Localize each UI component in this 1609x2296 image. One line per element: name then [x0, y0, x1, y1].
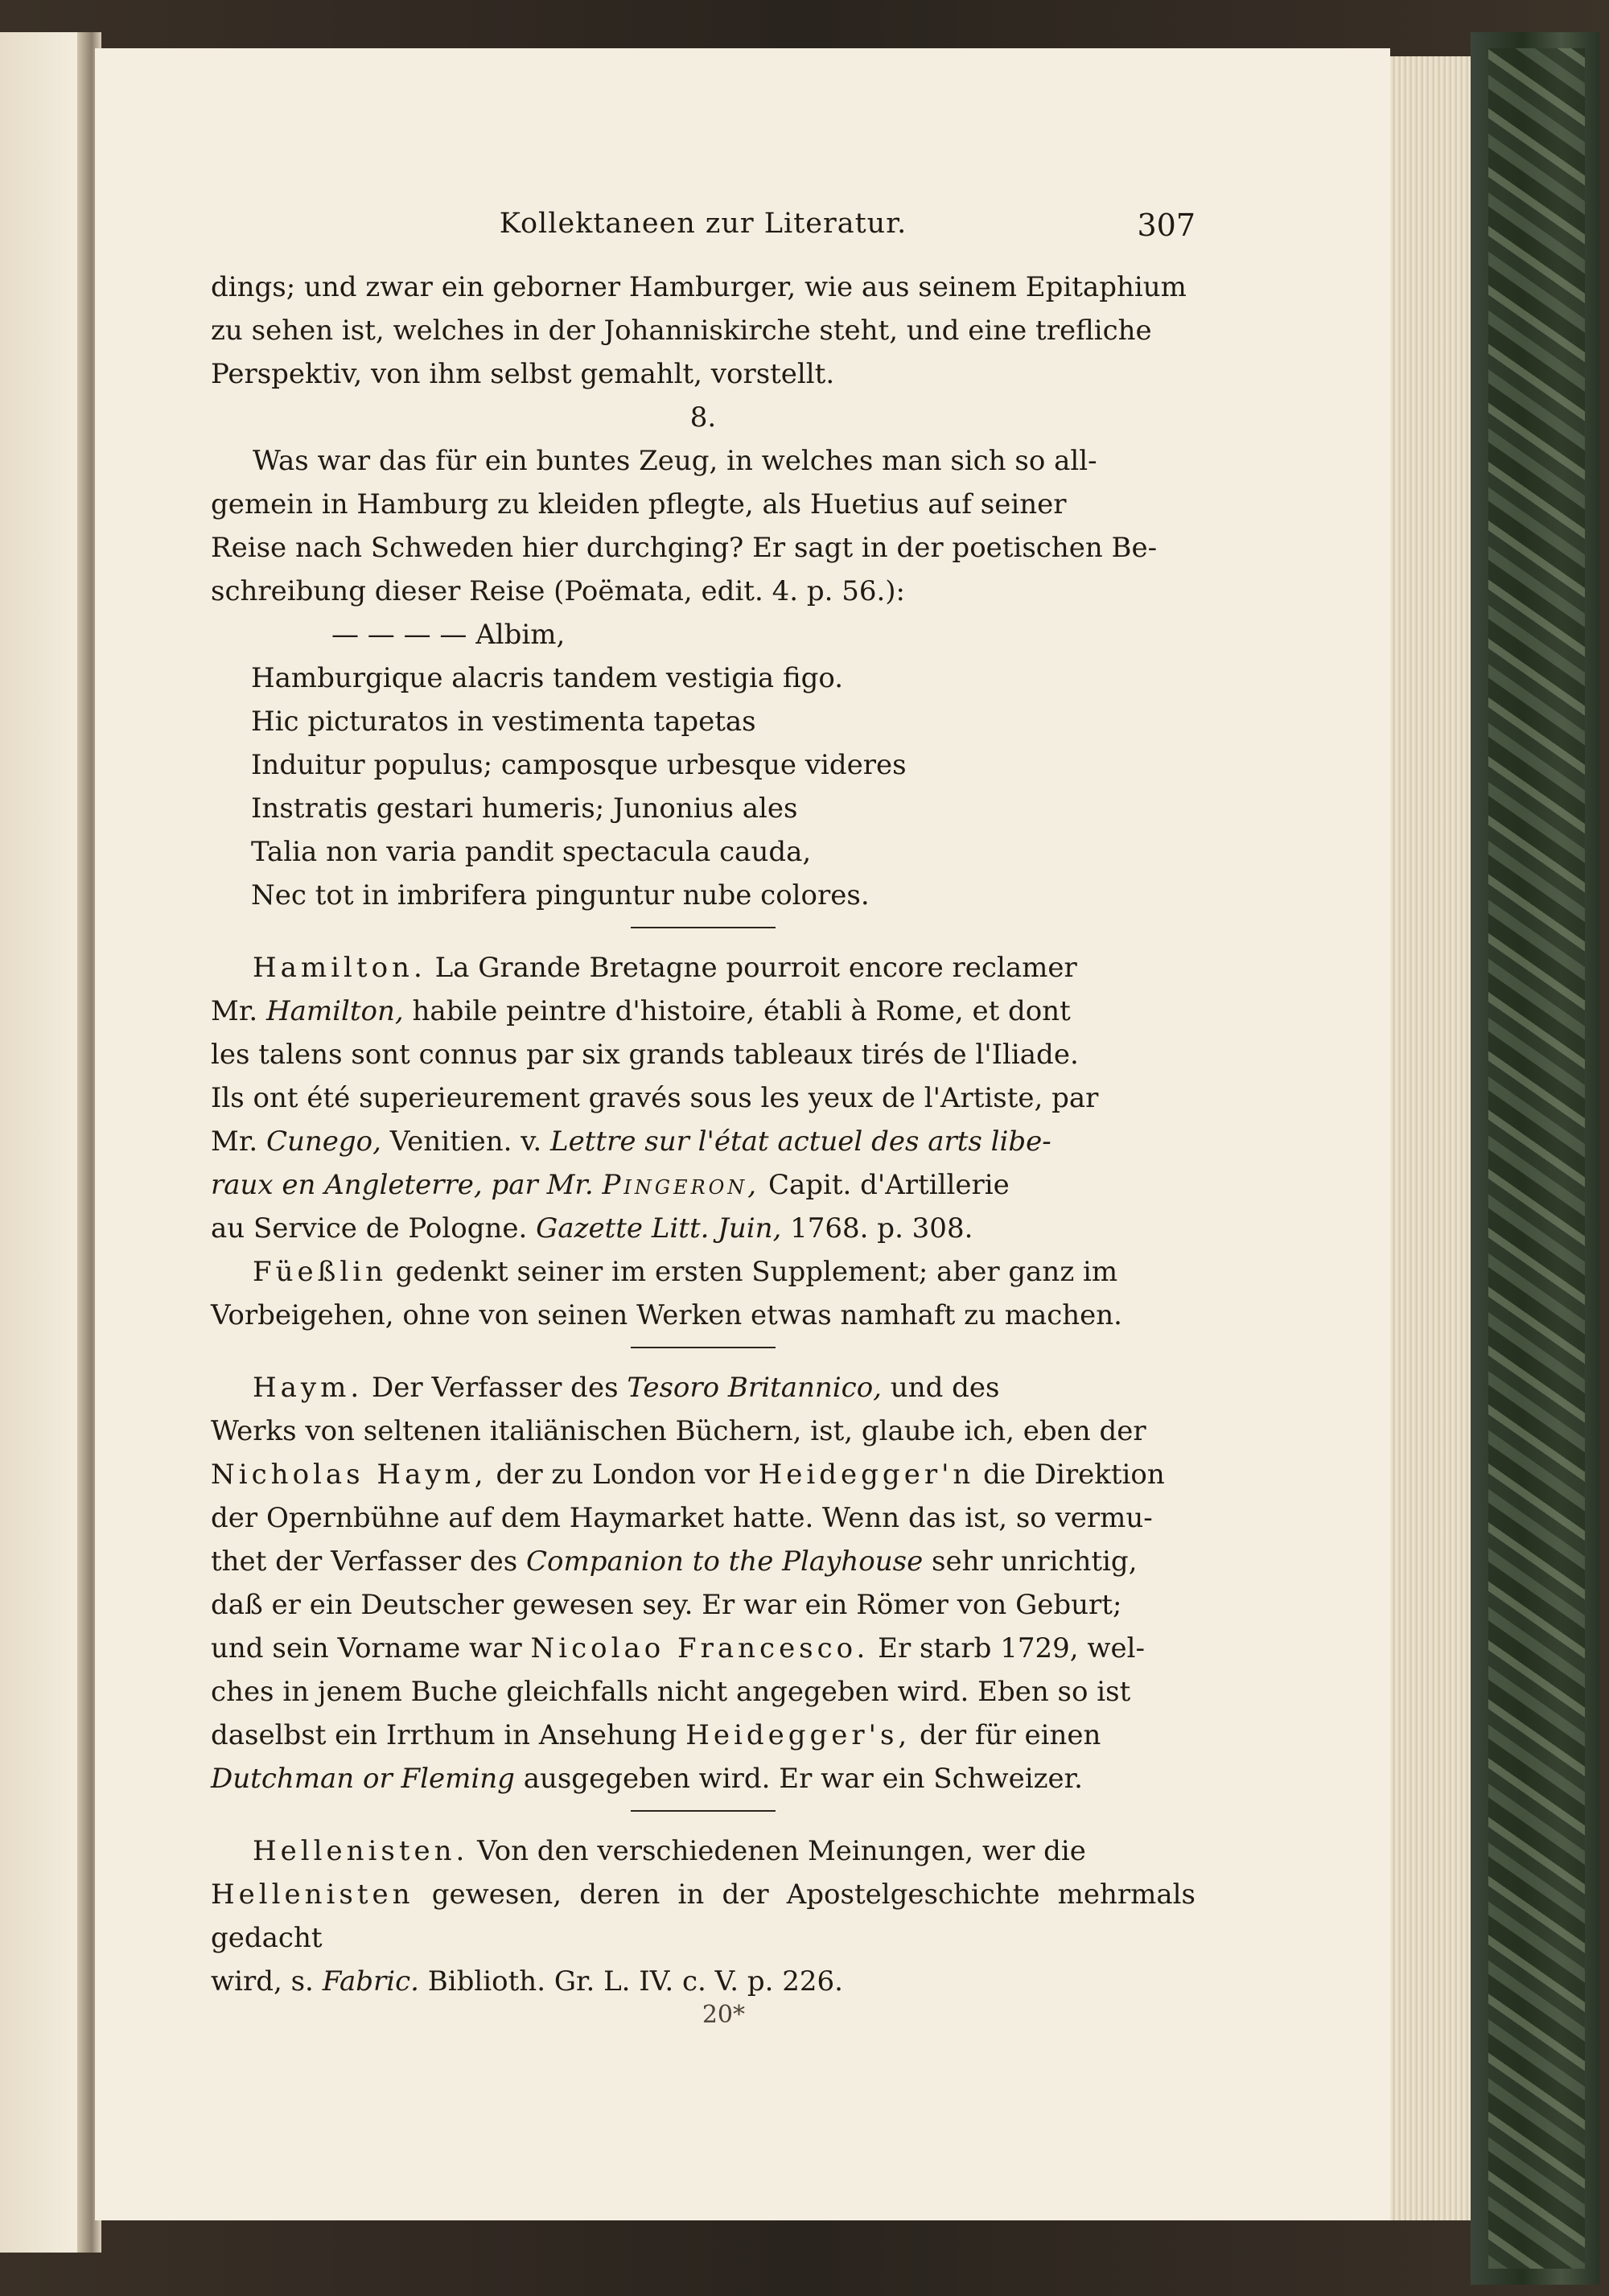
signature-mark: 20* [702, 2001, 745, 2029]
text-line: Dutchman or Fleming ausgegeben wird. Er war ein Schweizer. [211, 1763, 1083, 1795]
text-line: ches in jenem Buche gleichfalls nicht angegeben wird. Eben so ist [211, 1676, 1131, 1708]
text-line: schreibung dieser Reise (Poëmata, edit. 4. p. 56.): [211, 575, 905, 607]
latin-poem [251, 613, 1195, 917]
text-line: gemein in Hamburg zu kleiden pflegte, als Huetius auf seiner [211, 488, 1067, 521]
section-divider [631, 1810, 776, 1812]
text-line: Vorbeigehen, ohne von seinen Werken etwas namhaft zu machen. [211, 1299, 1122, 1331]
text-line: thet der Verfasser des Companion to the Playhouse sehr unrichtig, [211, 1545, 1138, 1578]
text-line: Hellenisten gewesen, deren in der Apostelgeschichte mehrmals gedacht [211, 1878, 1195, 1954]
text-line: Nicholas Haym, der zu London vor Heidegger'n die Direktion [211, 1459, 1165, 1491]
text-line: les talens sont connus par six grands tableaux tirés de l'Iliade. [211, 1039, 1079, 1071]
entry-heading-hamilton: Hamilton. [253, 952, 426, 984]
text-line: Was war das für ein buntes Zeug, in welches man sich so all- [253, 445, 1097, 477]
page-body [211, 265, 1195, 2027]
page-edges [1390, 56, 1471, 2220]
entry-heading-hellenisten: Hellenisten. [253, 1835, 469, 1867]
running-title: Kollektaneen zur Literatur. [499, 208, 907, 240]
text-line: Perspektiv, von ihm selbst gemahlt, vorstellt. [211, 358, 835, 390]
poem-line: Hamburgique alacris tandem vestigia figo. [251, 662, 844, 694]
poem-line: Talia non varia pandit spectacula cauda, [251, 836, 812, 868]
page-number: 307 [1137, 208, 1195, 243]
section-divider [631, 1347, 776, 1348]
section-number: 8. [689, 401, 717, 434]
text-line: daß er ein Deutscher gewesen sey. Er war ein Römer von Geburt; [211, 1589, 1122, 1621]
page-header [211, 208, 1195, 256]
text-line: Mr. Hamilton, habile peintre d'histoire, établi à Rome, et dont [211, 995, 1071, 1027]
marbled-cover [1488, 48, 1585, 2269]
poem-line: Hic picturatos in vestimenta tapetas [251, 706, 756, 738]
text-line: Haym. Der Verfasser des Tesoro Britannico, und des [253, 1372, 1000, 1404]
text-line: Reise nach Schweden hier durchging? Er sagt in der poetischen Be- [211, 532, 1158, 564]
text-line: raux en Angleterre, par Mr. Pingeron, Capit. d'Artillerie [211, 1169, 1010, 1201]
text-line: Mr. Cunego, Venitien. v. Lettre sur l'état actuel des arts libe- [211, 1125, 1051, 1158]
text-line: der Opernbühne auf dem Haymarket hatte. Wenn das ist, so vermu- [211, 1502, 1153, 1534]
poem-line: Induitur populus; camposque urbesque videres [251, 749, 907, 781]
text-line: Hamilton. La Grande Bretagne pourroit encore reclamer [253, 952, 1077, 984]
text-line: wird, s. Fabric. Biblioth. Gr. L. IV. c. V. p. 226. [211, 1965, 843, 1998]
text-line: und sein Vorname war Nicolao Francesco. Er starb 1729, wel- [211, 1632, 1145, 1664]
section-divider [631, 927, 776, 928]
text-line: au Service de Pologne. Gazette Litt. Juin, 1768. p. 308. [211, 1212, 973, 1245]
text-line: daselbst ein Irrthum in Ansehung Heidegger's, der für einen [211, 1719, 1101, 1751]
text-line: Füeßlin gedenkt seiner im ersten Supplement; aber ganz im [253, 1256, 1118, 1288]
entry-heading-haym: Haym. [253, 1372, 364, 1404]
text-line: zu sehen ist, welches in der Johanniskirche steht, und eine trefliche [211, 315, 1152, 347]
poem-line: — — — — Albim, [331, 619, 566, 651]
text-line: dings; und zwar ein geborner Hamburger, wie aus seinem Epitaphium [211, 271, 1187, 303]
text-line: Hellenisten. Von den verschiedenen Meinungen, wer die [253, 1835, 1086, 1867]
poem-line: Nec tot in imbrifera pinguntur nube colores. [251, 879, 870, 911]
text-line: Ils ont été superieurement gravés sous les yeux de l'Artiste, par [211, 1082, 1099, 1114]
poem-line: Instratis gestari humeris; Junonius ales [251, 792, 798, 825]
text-line: Werks von seltenen italiänischen Büchern, ist, glaube ich, eben der [211, 1415, 1146, 1447]
